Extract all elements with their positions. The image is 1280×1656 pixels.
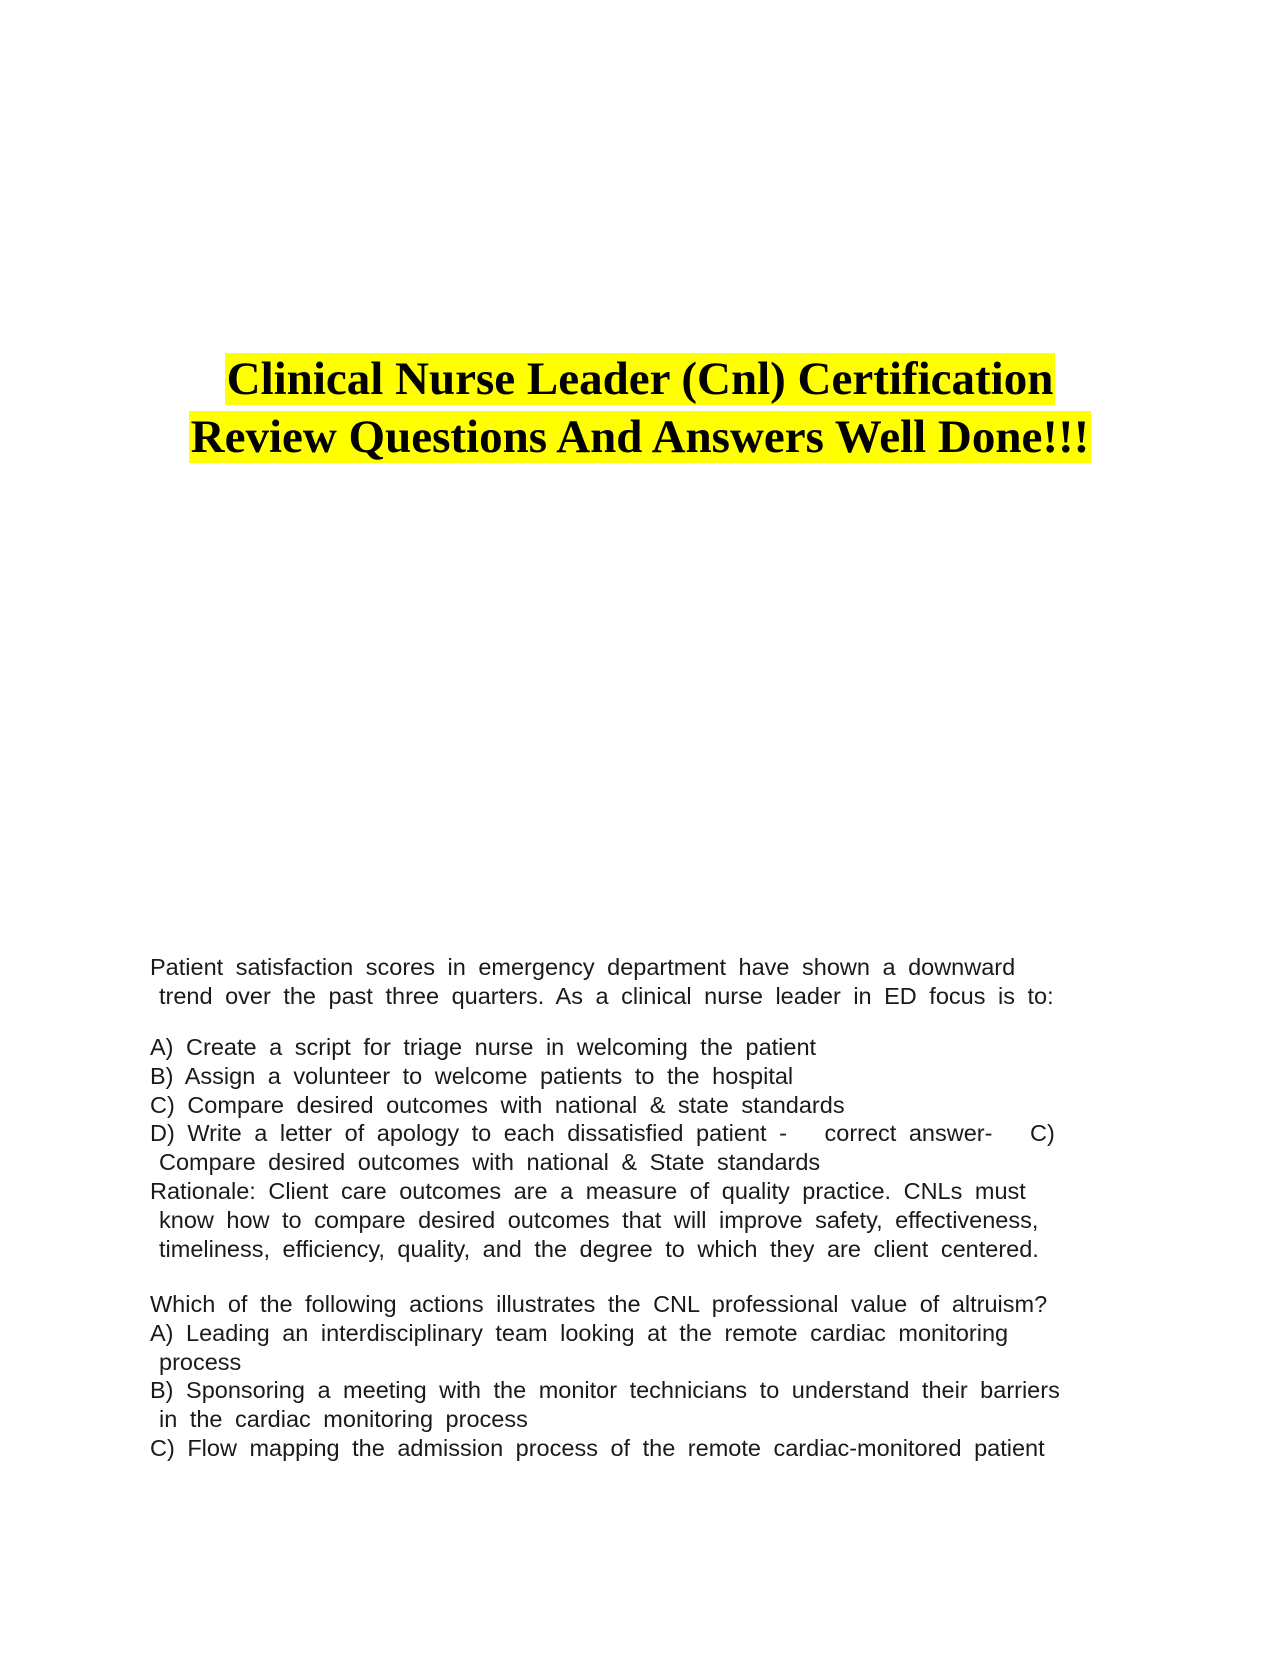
question-2-stem: Which of the following actions illustrates the CNL professional value of altruism?: [150, 1291, 1048, 1317]
question-1-option-b: B) Assign a volunteer to welcome patients to the hospital: [150, 1062, 794, 1089]
question-1-option-c: C) Compare desired outcomes with national & state standards: [150, 1091, 845, 1118]
question-1-stem: [150, 953, 1130, 1011]
question-1-option-a: A) Create a script for triage nurse in welcoming the patient: [150, 1034, 817, 1060]
question-2-option-b-line-2: in the cardiac monitoring process: [159, 1406, 528, 1433]
question-1-option-d-line-2: Compare desired outcomes with national & State standards: [159, 1149, 821, 1176]
document-title: [0, 350, 1280, 466]
question-2-option-c-line-1: C) Flow mapping the admission process of the remote cardiac-monitored patient: [150, 1434, 1045, 1461]
question-2-option-a-line-2: process: [159, 1348, 242, 1375]
question-1-rationale-line-1: Rationale: Client care outcomes are a measure of quality practice. CNLs must: [150, 1177, 1026, 1204]
question-2-option-a-line-1: A) Leading an interdisciplinary team looking at the remote cardiac monitoring: [150, 1319, 1009, 1346]
question-2-option-b-line-1: B) Sponsoring a meeting with the monitor technicians to understand their barriers: [150, 1377, 1060, 1404]
question-1-stem-line-1: Patient satisfaction scores in emergency department have shown a downward: [150, 954, 1016, 980]
question-1-options: [150, 1033, 1130, 1263]
question-1-option-d-line-1: D) Write a letter of apology to each dissatisfied patient - correct answer- C): [150, 1120, 1055, 1147]
question-1-rationale-line-3: timeliness, efficiency, quality, and the degree to which they are client centered.: [159, 1235, 1039, 1262]
question-1-stem-line-2: trend over the past three quarters. As a clinical nurse leader in ED focus is to:: [159, 982, 1054, 1009]
question-1-rationale-line-2: know how to compare desired outcomes that will improve safety, effectiveness,: [159, 1206, 1039, 1233]
question-2: [150, 1290, 1130, 1463]
title-line-2: Review Questions And Answers Well Done!!!: [190, 411, 1090, 463]
title-line-1: Clinical Nurse Leader (Cnl) Certification: [226, 353, 1054, 405]
